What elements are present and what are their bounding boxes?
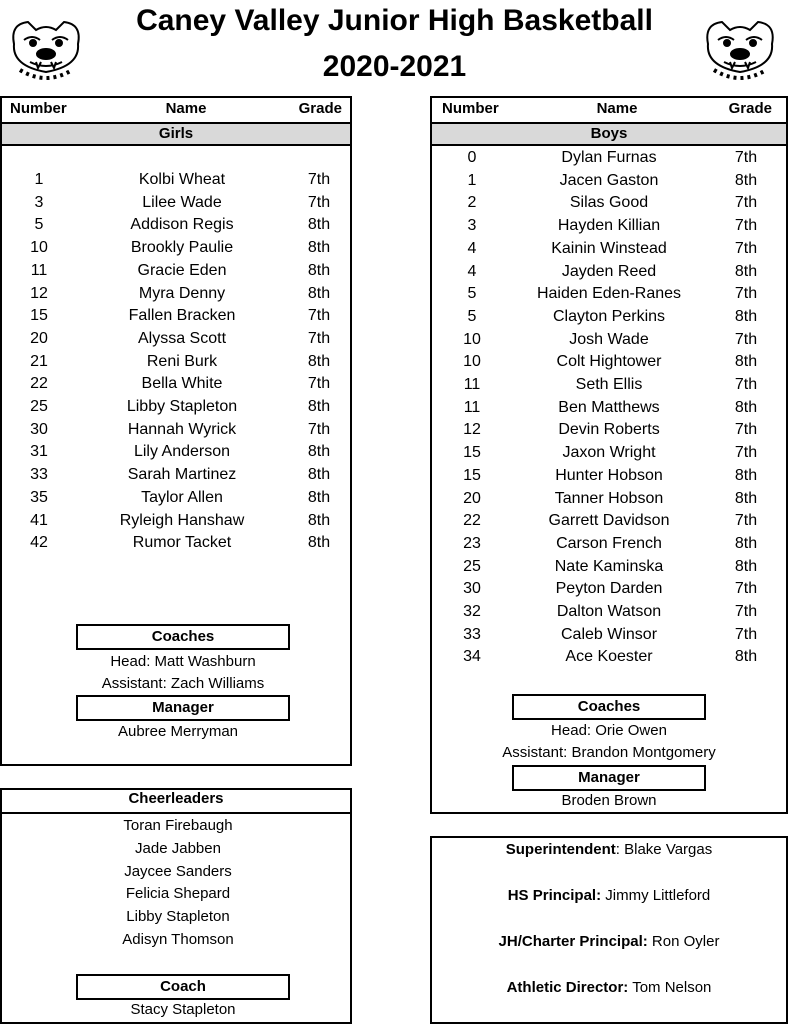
column-name: Name — [165, 100, 207, 117]
table-row — [2, 396, 350, 418]
boys-roster-box — [430, 96, 788, 814]
player-grade: 7th — [734, 580, 758, 597]
season-title: 2020-2021 — [322, 50, 467, 83]
player-grade: 7th — [734, 149, 758, 166]
table-row — [432, 238, 786, 260]
player-grade: 7th — [307, 375, 331, 392]
player-name: Gracie Eden — [137, 262, 227, 279]
table-row — [2, 441, 350, 463]
table-row — [432, 329, 786, 351]
player-name: Jaxon Wright — [562, 444, 656, 461]
player-number: 33 — [30, 466, 48, 483]
player-grade: 7th — [734, 285, 758, 302]
player-name: Seth Ellis — [575, 376, 643, 393]
admin-name: Ron Oyler — [651, 933, 720, 950]
player-number: 25 — [463, 558, 481, 575]
table-row — [432, 261, 786, 283]
admin-line — [432, 885, 786, 907]
player-name: Reni Burk — [146, 353, 218, 370]
table-row — [432, 306, 786, 328]
table-row — [2, 283, 350, 305]
player-number: 12 — [463, 421, 481, 438]
player-number: 12 — [30, 285, 48, 302]
column-number: Number — [10, 100, 67, 117]
player-number: 32 — [463, 603, 481, 620]
table-row — [432, 465, 786, 487]
admin-line — [432, 977, 786, 999]
table-row — [2, 214, 350, 236]
player-number: 10 — [463, 331, 481, 348]
table-row — [432, 419, 786, 441]
player-number: 1 — [467, 172, 477, 189]
table-row — [432, 215, 786, 237]
player-name: Rumor Tacket — [132, 534, 232, 551]
boys-coaches-label: Coaches — [512, 694, 706, 720]
table-row — [432, 147, 786, 169]
player-number: 2 — [467, 194, 477, 211]
player-grade: 7th — [734, 626, 758, 643]
table-row — [432, 283, 786, 305]
player-name: Jayden Reed — [561, 263, 657, 280]
player-grade: 7th — [307, 307, 331, 324]
player-grade: 8th — [734, 308, 758, 325]
column-name: Name — [596, 100, 638, 117]
player-grade: 7th — [307, 421, 331, 438]
player-number: 4 — [467, 263, 477, 280]
player-name: Myra Denny — [138, 285, 226, 302]
boys-head-coach: Head: Orie Owen — [551, 722, 667, 739]
player-grade: 7th — [734, 331, 758, 348]
player-grade: 8th — [734, 648, 758, 665]
boys-column-header — [442, 100, 772, 117]
player-grade: 8th — [307, 443, 331, 460]
player-number: 22 — [463, 512, 481, 529]
player-name: Tanner Hobson — [554, 490, 664, 507]
player-name: Hunter Hobson — [555, 467, 663, 484]
player-grade: 7th — [734, 376, 758, 393]
bulldog-icon — [6, 10, 86, 84]
player-name: Libby Stapleton — [126, 398, 238, 415]
player-name: Devin Roberts — [558, 421, 660, 438]
player-name: Peyton Darden — [555, 580, 663, 597]
admin-title: Athletic Director: — [506, 979, 629, 996]
player-grade: 8th — [734, 490, 758, 507]
list-item: Jade Jabben — [135, 840, 221, 857]
admin-title: JH/Charter Principal: — [498, 933, 648, 950]
player-grade: 8th — [307, 489, 331, 506]
girls-roster-box — [0, 96, 352, 766]
player-number: 11 — [463, 376, 481, 393]
table-row — [2, 328, 350, 350]
table-row — [432, 578, 786, 600]
admin-line: Superintendent: Blake Vargas — [505, 841, 713, 858]
player-grade: 8th — [307, 398, 331, 415]
admin-name: Jimmy Littleford — [605, 887, 711, 904]
girls-column-header — [10, 100, 342, 117]
boys-section-label: Boys — [432, 122, 786, 146]
player-number: 20 — [463, 490, 481, 507]
player-name: Garrett Davidson — [548, 512, 670, 529]
player-grade: 7th — [307, 330, 331, 347]
table-row — [2, 510, 350, 532]
player-grade: 7th — [307, 194, 331, 211]
player-number: 20 — [30, 330, 48, 347]
player-name: Caleb Winsor — [560, 626, 658, 643]
player-number: 25 — [30, 398, 48, 415]
table-row — [2, 532, 350, 554]
player-name: Addison Regis — [130, 216, 234, 233]
player-number: 21 — [30, 353, 48, 370]
player-grade: 8th — [734, 399, 758, 416]
player-grade: 8th — [734, 558, 758, 575]
player-name: Ben Matthews — [558, 399, 660, 416]
player-name: Kainin Winstead — [551, 240, 667, 257]
player-name: Jacen Gaston — [559, 172, 659, 189]
player-number: 31 — [30, 443, 48, 460]
player-name: Alyssa Scott — [137, 330, 227, 347]
list-item: Toran Firebaugh — [123, 817, 233, 834]
player-name: Taylor Allen — [141, 489, 223, 506]
player-number: 5 — [467, 308, 477, 325]
player-name: Fallen Bracken — [128, 307, 236, 324]
player-name: Bella White — [141, 375, 223, 392]
girls-section-label: Girls — [2, 122, 350, 146]
player-name: Ace Koester — [565, 648, 653, 665]
cheerleaders-label: Cheerleaders — [0, 788, 352, 814]
player-grade: 8th — [734, 353, 758, 370]
table-row — [2, 192, 350, 214]
player-number: 30 — [463, 580, 481, 597]
player-grade: 8th — [307, 353, 331, 370]
player-number: 15 — [30, 307, 48, 324]
administration-box — [430, 836, 788, 1024]
player-number: 23 — [463, 535, 481, 552]
player-name: Sarah Martinez — [127, 466, 237, 483]
player-number: 22 — [30, 375, 48, 392]
table-row — [432, 192, 786, 214]
table-row — [2, 464, 350, 486]
cheerleaders-box — [0, 788, 352, 1024]
player-name: Carson French — [556, 535, 662, 552]
player-name: Josh Wade — [569, 331, 649, 348]
girls-assistant-coach: Assistant: Zach Williams — [101, 675, 265, 692]
table-row — [432, 397, 786, 419]
player-grade: 7th — [734, 194, 758, 211]
table-row — [432, 170, 786, 192]
table-row — [2, 487, 350, 509]
player-name: Lilee Wade — [142, 194, 222, 211]
player-grade: 7th — [734, 603, 758, 620]
player-name: Brookly Paulie — [130, 239, 234, 256]
player-number: 11 — [463, 399, 481, 416]
player-name: Hayden Killian — [557, 217, 661, 234]
player-number: 42 — [30, 534, 48, 551]
player-number: 33 — [463, 626, 481, 643]
table-row — [432, 510, 786, 532]
player-number: 10 — [30, 239, 48, 256]
player-grade: 8th — [307, 216, 331, 233]
player-number: 5 — [34, 216, 44, 233]
player-grade: 8th — [734, 172, 758, 189]
table-row — [2, 305, 350, 327]
player-grade: 8th — [734, 263, 758, 280]
table-row — [432, 601, 786, 623]
player-number: 1 — [34, 171, 44, 188]
player-name: Haiden Eden-Ranes — [536, 285, 682, 302]
table-row — [2, 419, 350, 441]
player-grade: 8th — [307, 512, 331, 529]
cheer-coach-label: Coach — [76, 974, 290, 1000]
list-item: Jaycee Sanders — [124, 863, 232, 880]
column-grade: Grade — [728, 100, 772, 117]
player-number: 4 — [467, 240, 477, 257]
player-grade: 8th — [307, 239, 331, 256]
page-title: Caney Valley Junior High Basketball — [136, 4, 653, 37]
player-number: 3 — [34, 194, 44, 211]
boys-manager: Broden Brown — [561, 792, 657, 809]
player-grade: 7th — [734, 444, 758, 461]
player-grade: 7th — [307, 171, 331, 188]
table-row — [432, 351, 786, 373]
player-number: 30 — [30, 421, 48, 438]
list-item: Libby Stapleton — [126, 908, 230, 925]
player-grade: 8th — [307, 262, 331, 279]
player-name: Silas Good — [569, 194, 649, 211]
player-name: Nate Kaminska — [554, 558, 664, 575]
player-number: 10 — [463, 353, 481, 370]
girls-manager-label: Manager — [76, 695, 290, 721]
player-number: 0 — [467, 149, 477, 166]
girls-coaches-label: Coaches — [76, 624, 290, 650]
girls-manager: Aubree Merryman — [117, 723, 239, 740]
player-grade: 7th — [734, 217, 758, 234]
admin-line — [432, 931, 786, 953]
player-number: 35 — [30, 489, 48, 506]
list-item: Adisyn Thomson — [122, 931, 234, 948]
player-grade: 8th — [307, 534, 331, 551]
admin-name: Tom Nelson — [632, 979, 712, 996]
player-name: Lily Anderson — [133, 443, 231, 460]
admin-name: Blake Vargas — [624, 841, 713, 858]
player-name: Colt Hightower — [556, 353, 662, 370]
player-name: Dalton Watson — [556, 603, 662, 620]
table-row — [2, 169, 350, 191]
boys-assistant-coach: Assistant: Brandon Montgomery — [502, 744, 716, 761]
table-row — [432, 646, 786, 668]
admin-title: Superintendent — [505, 841, 616, 858]
cheer-coach: Stacy Stapleton — [130, 1001, 236, 1018]
player-grade: 7th — [734, 421, 758, 438]
player-grade: 8th — [734, 467, 758, 484]
player-number: 41 — [30, 512, 48, 529]
column-number: Number — [442, 100, 499, 117]
player-number: 34 — [463, 648, 481, 665]
player-number: 15 — [463, 467, 481, 484]
table-row — [432, 374, 786, 396]
player-grade: 8th — [734, 535, 758, 552]
player-name: Ryleigh Hanshaw — [119, 512, 245, 529]
boys-manager-label: Manager — [512, 765, 706, 791]
player-number: 3 — [467, 217, 477, 234]
table-row — [432, 624, 786, 646]
admin-title: HS Principal: — [507, 887, 602, 904]
list-item: Felicia Shepard — [125, 885, 231, 902]
player-name: Kolbi Wheat — [138, 171, 226, 188]
table-row — [2, 351, 350, 373]
table-row — [432, 556, 786, 578]
column-grade: Grade — [298, 100, 342, 117]
player-grade: 7th — [734, 512, 758, 529]
player-number: 11 — [30, 262, 48, 279]
player-number: 5 — [467, 285, 477, 302]
player-name: Clayton Perkins — [552, 308, 666, 325]
table-row — [432, 533, 786, 555]
table-row — [2, 237, 350, 259]
table-row — [2, 373, 350, 395]
player-name: Hannah Wyrick — [127, 421, 237, 438]
table-row — [432, 442, 786, 464]
bulldog-icon — [700, 10, 780, 84]
player-grade: 8th — [307, 466, 331, 483]
table-row — [2, 260, 350, 282]
player-name: Dylan Furnas — [561, 149, 657, 166]
player-grade: 7th — [734, 240, 758, 257]
table-row — [432, 488, 786, 510]
player-grade: 8th — [307, 285, 331, 302]
girls-head-coach: Head: Matt Washburn — [110, 653, 256, 670]
player-number: 15 — [463, 444, 481, 461]
